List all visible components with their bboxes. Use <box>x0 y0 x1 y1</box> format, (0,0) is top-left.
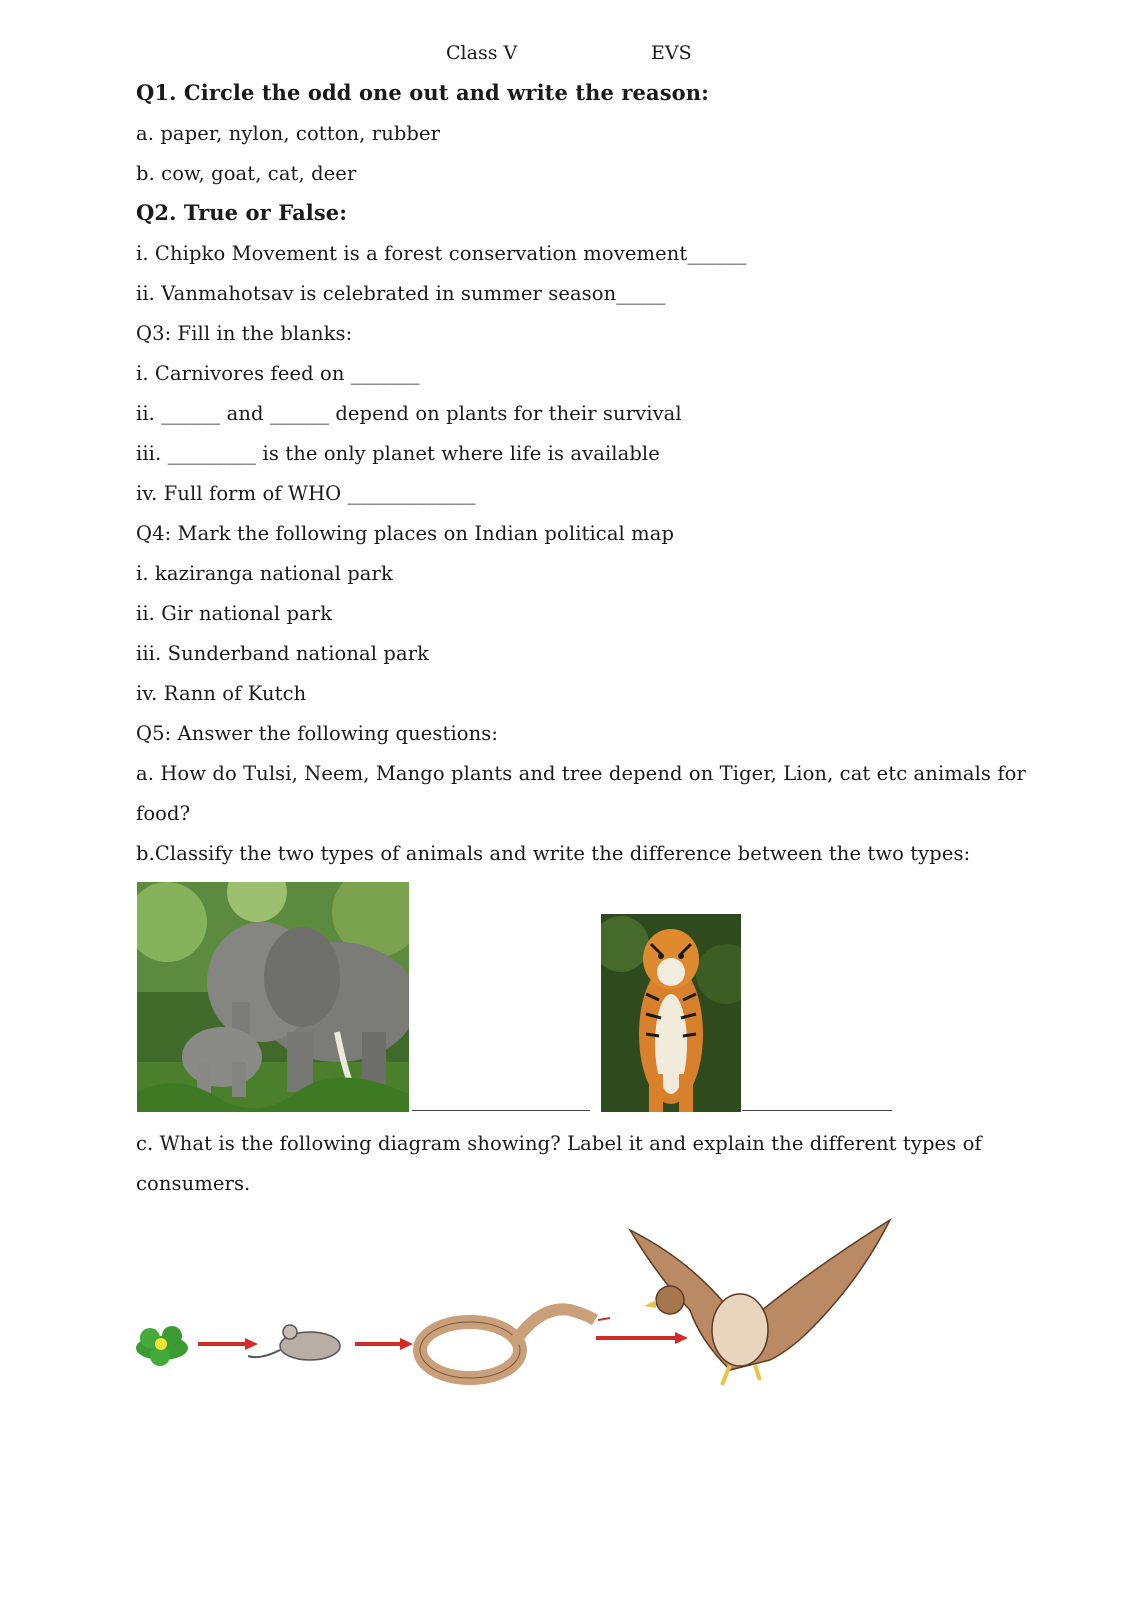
q5-title: Q5: Answer the following questions: <box>136 722 499 745</box>
q4-item-i: i. kaziranga national park <box>136 562 393 585</box>
q5-b: b.Classify the two types of animals and write the difference between the two types: <box>136 842 971 865</box>
q5-c-line1: c. What is the following diagram showing? Label it and explain the different types of <box>136 1132 982 1155</box>
tiger-photo <box>601 914 741 1112</box>
q5-a-line1: a. How do Tulsi, Neem, Mango plants and tree depend on Tiger, Lion, cat etc animals for <box>136 762 1026 785</box>
q1-title: Q1. Circle the odd one out and write the reason: <box>136 80 709 105</box>
answer-line-tiger <box>742 1110 892 1111</box>
q4-item-iii: iii. Sunderband national park <box>136 642 430 665</box>
q2-item-ii: ii. Vanmahotsav is celebrated in summer season_____ <box>136 282 666 305</box>
arrow-2 <box>355 1338 413 1350</box>
q3-item-iv: iv. Full form of WHO _____________ <box>136 482 476 505</box>
q5-c-line2: consumers. <box>136 1172 251 1195</box>
eagle-icon <box>630 1220 890 1385</box>
plant-icon <box>136 1326 188 1366</box>
q2-title: Q2. True or False: <box>136 200 348 225</box>
q2-item-i: i. Chipko Movement is a forest conservation movement______ <box>136 242 747 265</box>
q4-item-ii: ii. Gir national park <box>136 602 333 625</box>
q4-item-iv: iv. Rann of Kutch <box>136 682 307 705</box>
q1-item-a: a. paper, nylon, cotton, rubber <box>136 122 441 145</box>
q5-a-line2: food? <box>136 802 191 825</box>
q1-item-b: b. cow, goat, cat, deer <box>136 162 357 185</box>
subject-label: EVS <box>651 42 692 64</box>
arrow-1 <box>198 1338 258 1350</box>
food-chain-diagram <box>130 1210 930 1410</box>
elephant-photo <box>137 882 409 1112</box>
class-label: Class V <box>446 42 518 64</box>
q4-title: Q4: Mark the following places on Indian political map <box>136 522 675 545</box>
q3-item-i: i. Carnivores feed on _______ <box>136 362 420 385</box>
arrow-3 <box>596 1332 688 1344</box>
mouse-icon <box>248 1325 340 1360</box>
snake-icon <box>420 1309 610 1378</box>
q3-item-iii: iii. _________ is the only planet where life is available <box>136 442 660 465</box>
answer-line-elephant <box>412 1110 590 1111</box>
q3-item-ii: ii. ______ and ______ depend on plants for their survival <box>136 402 682 425</box>
q3-title: Q3: Fill in the blanks: <box>136 322 353 345</box>
